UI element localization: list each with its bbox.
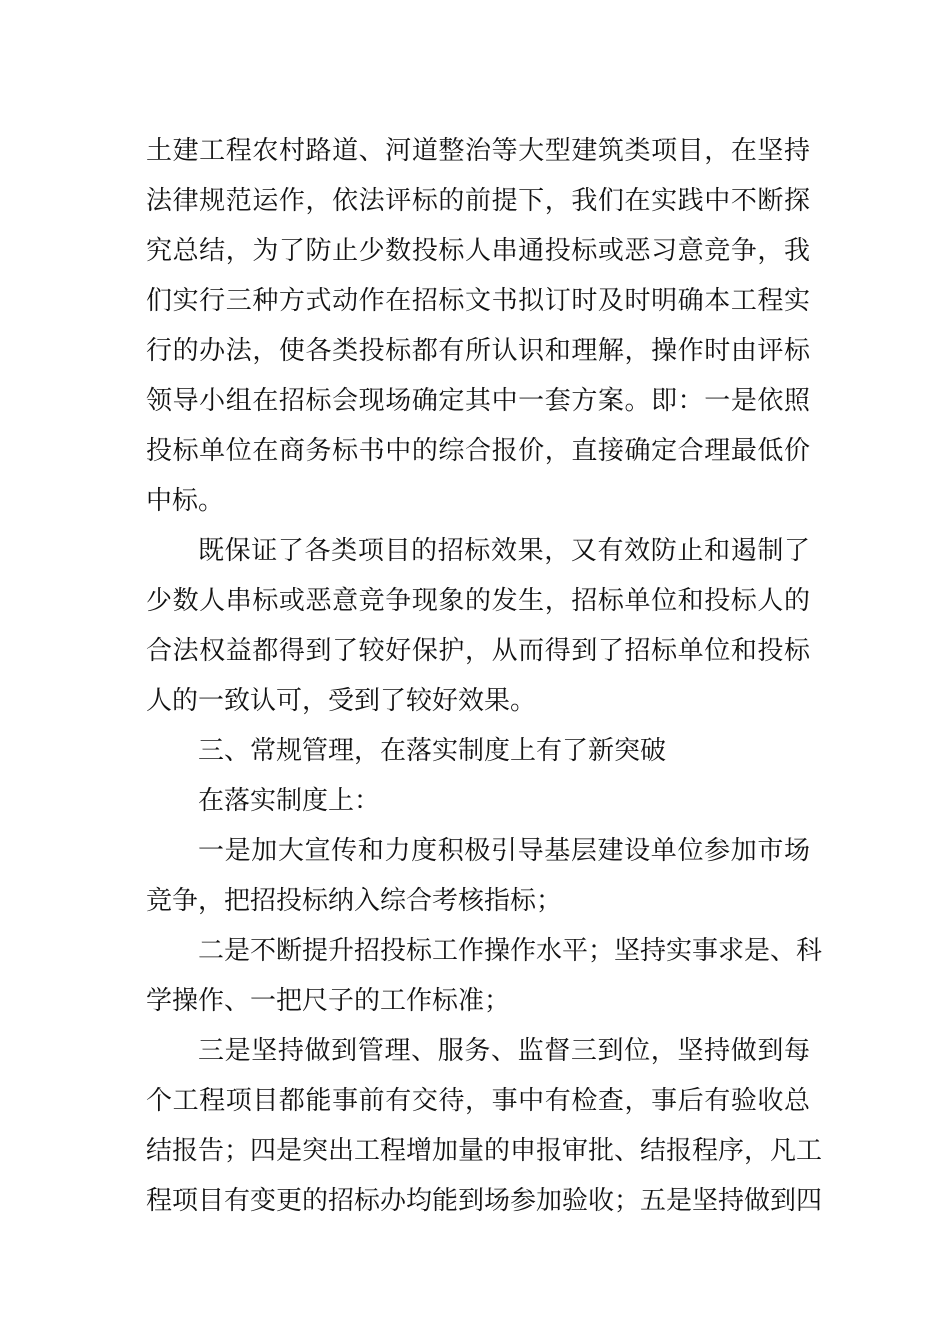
text-line: 既保证了各类项目的招标效果，又有效防止和遏制了 [198,536,810,566]
text-line: 结报告；四是突出工程增加量的申报审批、结报程序，凡工 [146,1136,823,1166]
text-line: 投标单位在商务标书中的综合报价，直接确定合理最低价 [146,436,810,466]
text-line: 竞争，把招投标纳入综合考核指标； [146,886,563,916]
text-line: 中标。 [146,486,225,516]
text-line: 领导小组在招标会现场确定其中一套方案。即：一是依照 [146,386,810,416]
text-line: 人的一致认可，受到了较好效果。 [146,686,537,716]
text-line: 程项目有变更的招标办均能到场参加验收；五是坚持做到四 [146,1186,823,1216]
text-line: 三是坚持做到管理、服务、监督三到位，坚持做到每 [198,1036,810,1066]
text-line: 学操作、一把尺子的工作标准； [146,986,511,1016]
text-line: 行的办法，使各类投标都有所认识和理解，操作时由评标 [146,336,810,366]
text-line: 在落实制度上： [198,786,381,816]
text-line: 们实行三种方式动作在招标文书拟订时及时明确本工程实 [146,286,810,316]
text-line: 少数人串标或恶意竞争现象的发生，招标单位和投标人的 [146,586,810,616]
text-line: 法律规范运作，依法评标的前提下，我们在实践中不断探 [146,186,810,216]
text-line: 二是不断提升招投标工作操作水平；坚持实事求是、科 [198,936,823,966]
text-line: 合法权益都得到了较好保护，从而得到了招标单位和投标 [146,636,810,666]
text-line: 个工程项目都能事前有交待，事中有检查，事后有验收总 [146,1086,810,1116]
text-line: 究总结，为了防止少数投标人串通投标或恶习意竞争，我 [146,236,810,266]
section-heading: 三、常规管理，在落实制度上有了新突破 [198,736,667,766]
text-line: 一是加大宣传和力度积极引导基层建设单位参加市场 [198,836,810,866]
document-body [146,126,823,1226]
text-line: 土建工程农村路道、河道整治等大型建筑类项目，在坚持 [146,136,810,166]
